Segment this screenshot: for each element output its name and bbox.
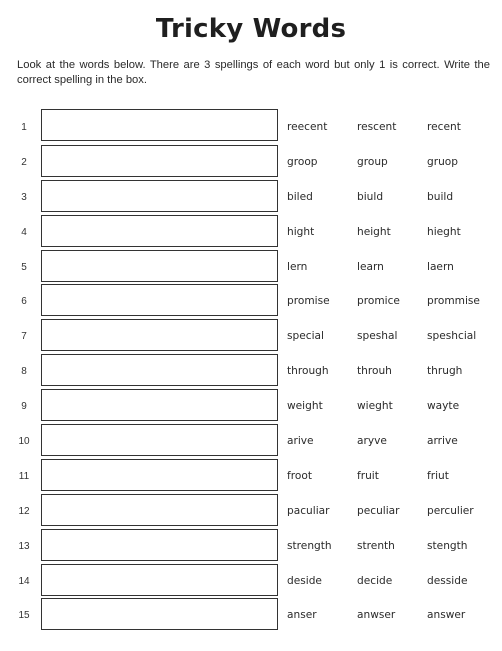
row-number: 5 [21, 261, 27, 273]
answer-box[interactable] [41, 564, 278, 596]
spelling-option: friut [427, 469, 449, 482]
spelling-option: anwser [357, 609, 396, 622]
spelling-option: gruop [427, 155, 459, 168]
spelling-option: group [357, 155, 388, 168]
worksheet-row [0, 109, 502, 144]
spelling-option: paculiar [287, 504, 330, 517]
worksheet-row [0, 493, 502, 528]
spelling-option: build [427, 190, 454, 203]
spelling-option: anser [287, 609, 317, 622]
spelling-option: reecent [287, 121, 328, 133]
worksheet-row [0, 144, 502, 179]
spelling-option: prommise [427, 295, 480, 308]
answer-box[interactable] [41, 459, 278, 491]
spelling-option: weight [287, 400, 323, 413]
spelling-option: desside [427, 574, 468, 587]
answer-rows [0, 109, 502, 632]
row-number: 9 [21, 401, 27, 413]
spelling-option: perculier [427, 504, 474, 517]
row-number: 8 [21, 366, 27, 378]
worksheet-row [0, 458, 502, 493]
row-number: 11 [18, 470, 30, 482]
worksheet-row [0, 528, 502, 563]
spelling-option: speshal [357, 330, 398, 343]
answer-box[interactable] [41, 145, 278, 177]
answer-box[interactable] [41, 319, 278, 351]
worksheet-row [0, 423, 502, 458]
spelling-option: height [357, 225, 391, 238]
row-number: 7 [21, 331, 27, 343]
row-number: 13 [18, 540, 30, 552]
worksheet-row [0, 249, 502, 284]
answer-box[interactable] [41, 598, 278, 630]
spelling-option: thrugh [427, 365, 463, 378]
spelling-option: promice [357, 295, 400, 308]
worksheet-row [0, 388, 502, 423]
spelling-option: rescent [357, 121, 397, 133]
spelling-option: groop [287, 155, 318, 168]
spelling-option: throuh [357, 365, 392, 378]
answer-box[interactable] [41, 494, 278, 526]
answer-box[interactable] [41, 180, 278, 212]
worksheet-row [0, 214, 502, 249]
spelling-option: arive [287, 435, 314, 448]
spelling-option: speshcial [427, 330, 477, 343]
row-number: 3 [21, 191, 27, 203]
spelling-option: froot [287, 469, 312, 482]
answer-box[interactable] [41, 354, 278, 386]
row-number: 4 [21, 226, 27, 238]
answer-box[interactable] [41, 389, 278, 421]
spelling-option: hieght [427, 225, 461, 238]
spelling-option: aryve [357, 435, 387, 448]
spelling-option: answer [427, 609, 466, 622]
spelling-option: lern [287, 260, 308, 273]
spelling-option: wieght [357, 400, 393, 413]
answer-box[interactable] [41, 424, 278, 456]
spelling-option: laern [427, 260, 454, 273]
worksheet-row [0, 563, 502, 598]
worksheet-title: Tricky Words [155, 14, 347, 44]
spelling-option: biled [287, 190, 313, 203]
spelling-option: strength [287, 539, 332, 552]
row-number: 10 [18, 436, 30, 448]
row-number: 15 [18, 610, 30, 622]
worksheet-row [0, 597, 502, 632]
worksheet-row [0, 283, 502, 318]
worksheet-row [0, 353, 502, 388]
spelling-option: biuld [357, 190, 384, 203]
row-number: 6 [21, 296, 27, 308]
answer-box[interactable] [41, 250, 278, 282]
spelling-option: stength [427, 539, 468, 552]
spelling-option: special [287, 330, 324, 343]
spelling-option: decide [357, 574, 393, 587]
spelling-option: wayte [427, 400, 460, 413]
spelling-option: peculiar [357, 504, 400, 517]
spelling-option: fruit [357, 469, 379, 482]
spelling-option: deside [287, 574, 322, 587]
answer-box[interactable] [41, 215, 278, 247]
row-number: 1 [21, 122, 27, 133]
row-number: 12 [18, 505, 30, 517]
spelling-option: strenth [357, 539, 395, 552]
spelling-option: promise [287, 295, 330, 308]
spelling-option: hight [287, 225, 315, 238]
spelling-option: learn [357, 260, 384, 273]
worksheet-row [0, 318, 502, 353]
answer-box[interactable] [41, 284, 278, 316]
spelling-option: arrive [427, 435, 458, 448]
instructions-text: Look at the words below. There are 3 spellings of each word but only 1 is correct. Write the correct spelling in the box. [17, 59, 490, 86]
answer-box[interactable] [41, 109, 278, 141]
worksheet-row [0, 179, 502, 214]
spelling-option: through [287, 365, 329, 378]
answer-box[interactable] [41, 529, 278, 561]
row-number: 14 [18, 575, 30, 587]
spelling-option: recent [427, 121, 461, 133]
row-number: 2 [21, 156, 27, 168]
